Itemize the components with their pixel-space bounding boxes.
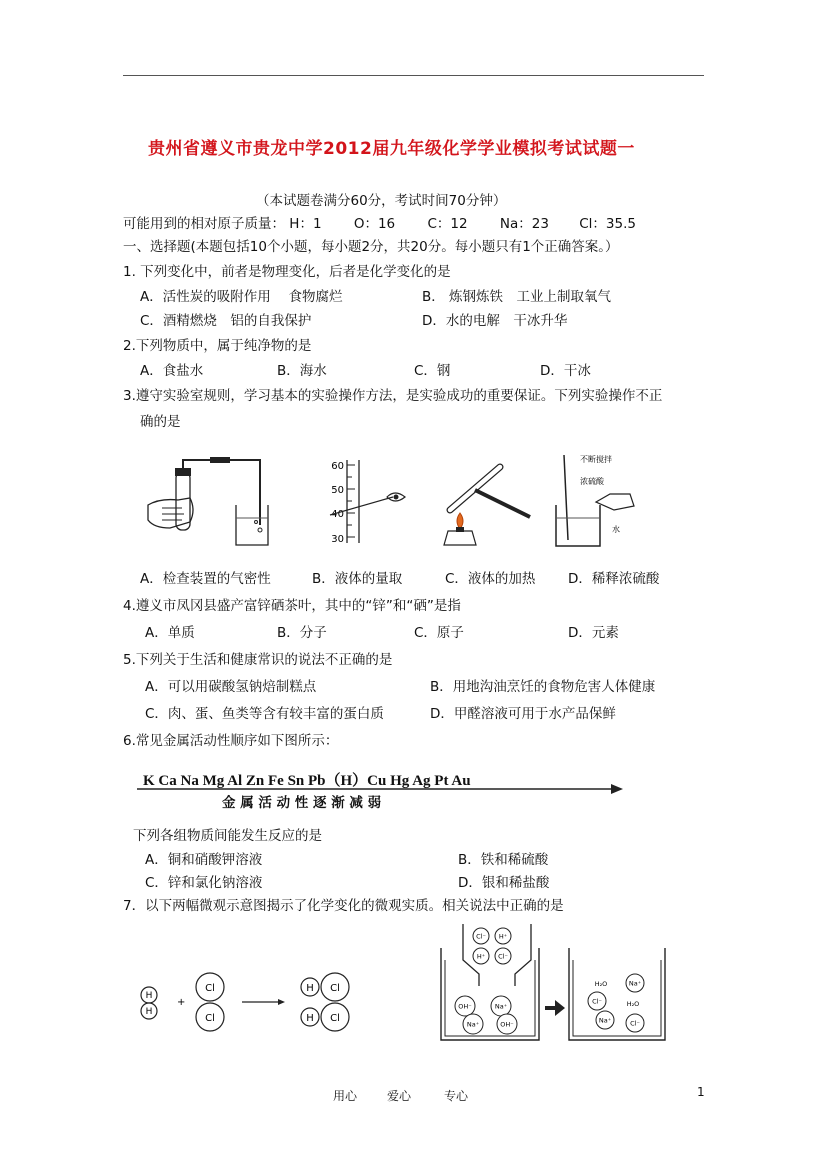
- footer-item: 用心: [333, 1089, 358, 1103]
- sight-line: [330, 497, 393, 515]
- airtightness-check-figure: [140, 450, 270, 550]
- hcl-reaction-diagram: [130, 965, 370, 1040]
- q4-option-d: D．元素: [568, 625, 619, 641]
- cl-atom-label: Cl: [330, 983, 340, 994]
- h-atom-label: H: [145, 991, 153, 1001]
- atomic-mass-na: Na：23: [499, 216, 549, 232]
- q5-stem: 5.下列关于生活和健康常识的说法不正确的是: [123, 652, 393, 668]
- water-label: 水: [612, 525, 620, 534]
- q5-option-c: C．肉、蛋、鱼类等含有较丰富的蛋白质: [145, 706, 384, 722]
- q6-option-d: D．银和稀盐酸: [458, 875, 550, 891]
- footer-item: 爱心: [387, 1089, 412, 1103]
- h-atom-label: H: [145, 1007, 153, 1017]
- atomic-mass-c: C：12: [427, 216, 468, 232]
- section-heading: 一、选择题(本题包括10个小题，每小题2分，共20分。每小题只有1个正确答案。）: [123, 239, 619, 255]
- q5-option-d: D．甲醛溶液可用于水产品保鲜: [430, 706, 616, 722]
- reactant-cl2: [196, 973, 224, 1031]
- q6-option-a: A．铜和硝酸钾溶液: [145, 852, 263, 868]
- arrow-right-icon: [545, 1000, 565, 1016]
- ion-label: Cl⁻: [592, 997, 602, 1006]
- cl-atom-label: Cl: [205, 983, 215, 994]
- exam-info: （本试题卷满分60分，考试时间70分钟）: [256, 193, 507, 209]
- bubble: [258, 528, 262, 532]
- neutralization-diagram: [435, 920, 670, 1045]
- stopper: [175, 468, 191, 476]
- alcohol-lamp: [444, 531, 476, 545]
- liquid-heating-figure: [430, 455, 540, 550]
- tick-label: 50: [331, 485, 344, 496]
- base-ions: [455, 996, 517, 1034]
- atomic-mass-h: H：1: [289, 216, 322, 232]
- q2-stem: 2.下列物质中，属于纯净物的是: [123, 338, 312, 354]
- right-beaker: [569, 948, 665, 1040]
- q1-option-d: D．水的电解 干冰升华: [422, 313, 568, 329]
- q3-option-a: A．检查装置的气密性: [140, 571, 271, 587]
- bubble: [255, 521, 258, 524]
- product-hcl: [301, 973, 349, 1031]
- h-atom-label: H: [306, 983, 314, 994]
- tick-label: 40: [331, 509, 344, 520]
- q2-option-b: B．海水: [277, 363, 327, 379]
- water-molecule-label: H₂O: [594, 980, 608, 988]
- ion-label: H⁺: [498, 932, 508, 941]
- delivery-tube: [183, 460, 260, 525]
- ion-label: Cl⁻: [476, 932, 486, 941]
- q3-option-b: B．液体的量取: [312, 571, 403, 587]
- q3-option-c: C．液体的加热: [445, 571, 536, 587]
- q4-option-a: A．单质: [145, 625, 195, 641]
- q1-option-a: A．活性炭的吸附作用 食物腐烂: [140, 289, 343, 305]
- cl-atom-label: Cl: [205, 1013, 215, 1024]
- atomic-mass-line: [123, 212, 636, 232]
- page-title: 贵州省遵义市贵龙中学2012届九年级化学学业模拟考试试题一: [148, 139, 635, 159]
- left-beaker: [441, 948, 539, 1040]
- q3-option-d: D．稀释浓硫酸: [568, 571, 660, 587]
- cylinder-reading-figure: [325, 455, 420, 550]
- q2-option-c: C．钢: [414, 363, 451, 379]
- metal-activity-series: K Ca Na Mg Al Zn Fe Sn Pb（H）Cu Hg Ag Pt Au: [143, 773, 471, 789]
- ion-label: Cl⁻: [498, 952, 508, 961]
- product-particles: [588, 974, 644, 1032]
- atomic-mass-label: 可能用到的相对原子质量：: [123, 216, 285, 232]
- beaker: [236, 505, 268, 545]
- cylinder-ticks: [347, 465, 355, 537]
- q1-stem: 1. 下列变化中，前者是物理变化，后者是化学变化的是: [123, 264, 451, 280]
- beaker: [556, 505, 600, 546]
- arrow-head-icon: [611, 784, 623, 794]
- q3-stem-cont: 确的是: [140, 414, 181, 430]
- q6-stem2: 下列各组物质间能发生反应的是: [133, 828, 322, 844]
- activity-arrow-label: 金 属 活 动 性 逐 渐 减 弱: [222, 795, 382, 811]
- dilute-acid-figure: [550, 450, 645, 550]
- acid-bottle: [596, 494, 634, 510]
- tick-label: 30: [331, 534, 344, 545]
- q2-option-d: D．干冰: [540, 363, 591, 379]
- atomic-mass-o: O：16: [353, 216, 396, 232]
- q4-stem: 4.遵义市凤冈县盛产富锌硒茶叶，其中的“锌”和“硒”是指: [123, 598, 461, 614]
- header-rule: [123, 75, 704, 76]
- acid-ions: [473, 928, 511, 964]
- q1-option-b: B． 炼钢炼铁 工业上制取氧气: [422, 289, 612, 305]
- ion-label: OH⁻: [458, 1002, 472, 1011]
- ion-label: Na⁺: [628, 979, 642, 988]
- q2-option-a: A．食盐水: [140, 363, 204, 379]
- q7-stem: 7．以下两幅微观示意图揭示了化学变化的微观实质。相关说法中正确的是: [123, 898, 564, 914]
- water-molecule-label: H₂O: [626, 1000, 640, 1008]
- q5-option-b: B．用地沟油烹饪的食物危害人体健康: [430, 679, 656, 695]
- arrow-head-icon: [278, 999, 285, 1005]
- tube-holder: [475, 490, 530, 517]
- test-tube-inner: [450, 467, 500, 510]
- q6-option-c: C．锌和氯化钠溶液: [145, 875, 263, 891]
- right-beaker-inner: [573, 960, 661, 1036]
- footer-item: 专心: [444, 1089, 469, 1103]
- hand-shape: [148, 498, 193, 528]
- tick-label: 60: [331, 461, 344, 472]
- atomic-mass-cl: Cl：35.5: [579, 216, 636, 232]
- eye-pupil: [394, 495, 399, 500]
- q6-stem: 6.常见金属活动性顺序如下图所示：: [123, 733, 339, 749]
- reactant-h2: [141, 987, 157, 1019]
- q1-option-c: C．酒精燃烧 铝的自我保护: [140, 313, 312, 329]
- ion-label: Na⁺: [494, 1002, 508, 1011]
- rubber-joint: [210, 457, 230, 463]
- lamp-wick: [456, 527, 464, 532]
- q4-option-b: B．分子: [277, 625, 327, 641]
- q3-stem: 3.遵守实验室规则，学习基本的实验操作方法，是实验成功的重要保证。下列实验操作不正: [123, 388, 663, 404]
- q4-option-c: C．原子: [414, 625, 464, 641]
- ion-label: Na⁺: [598, 1016, 612, 1025]
- ion-label: H⁺: [476, 952, 486, 961]
- flame: [457, 513, 463, 529]
- page-number: 1: [697, 1085, 705, 1099]
- glass-rod: [564, 455, 568, 540]
- cl-atom-label: Cl: [330, 1013, 340, 1024]
- ion-label: Cl⁻: [630, 1019, 640, 1028]
- plus-sign: +: [177, 997, 186, 1008]
- h-atom-label: H: [306, 1013, 314, 1024]
- acid-label: 浓硫酸: [580, 477, 604, 486]
- stir-label: 不断搅拌: [580, 455, 612, 464]
- q6-option-b: B．铁和稀硫酸: [458, 852, 549, 868]
- ion-label: OH⁻: [500, 1020, 514, 1029]
- ion-label: Na⁺: [466, 1020, 480, 1029]
- q5-option-a: A．可以用碳酸氢钠焙制糕点: [145, 679, 317, 695]
